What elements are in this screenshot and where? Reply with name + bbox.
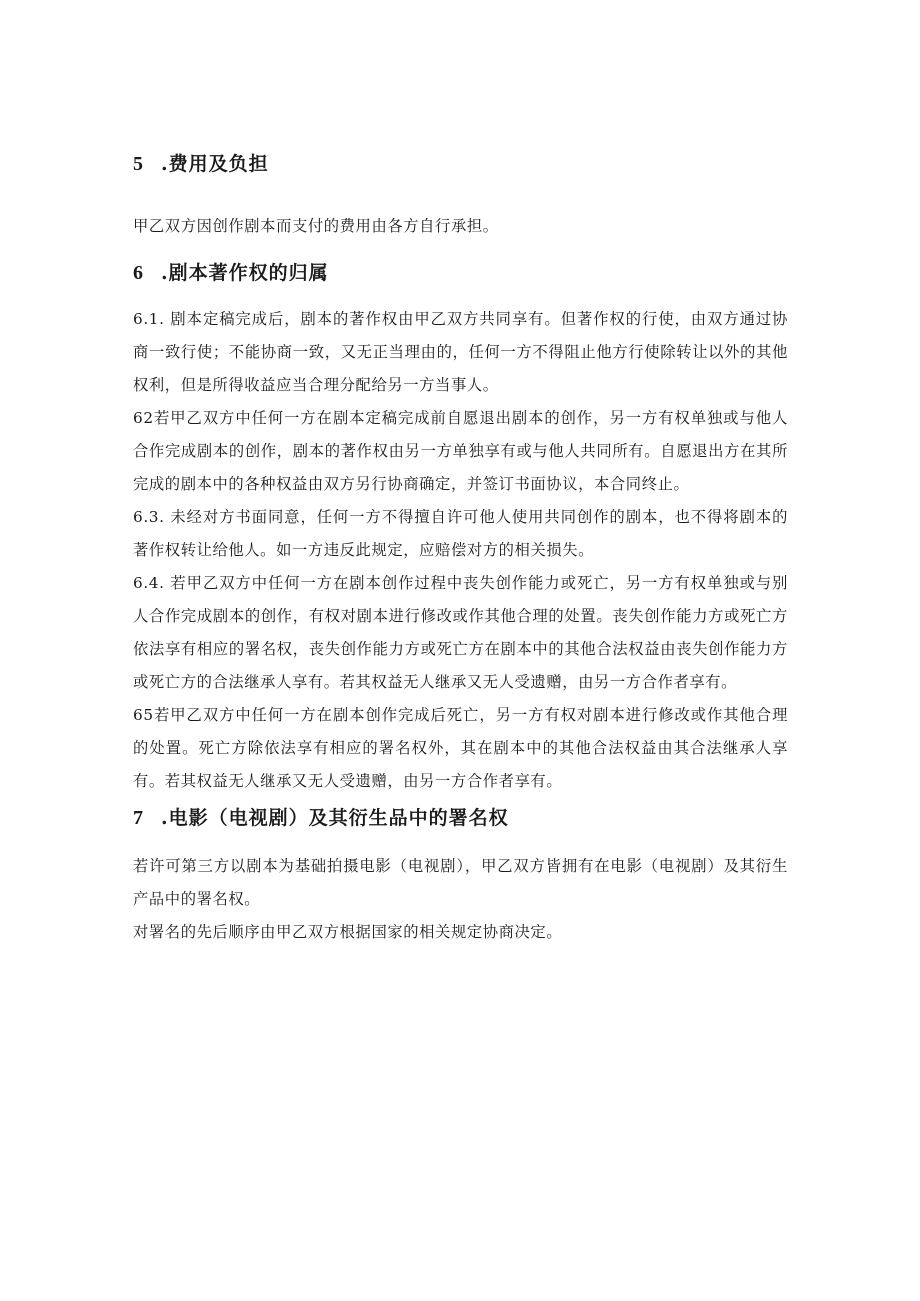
section-7-title: .电影（电视剧）及其衍生品中的署名权 [161,807,509,829]
section-7-number: 7 [133,807,144,829]
section-6-title: .剧本著作权的归属 [161,262,329,284]
section-5-body: 甲乙双方因创作剧本而支付的费用由各方自行承担。 [133,217,499,235]
section-5-number: 5 [133,153,144,175]
section-7-paragraph-2: 对署名的先后顺序由甲乙双方根据国家的相关规定协商决定。 [133,923,563,941]
section-6-number: 6 [133,262,144,284]
clause-6-5: 65若甲乙双方中任何一方在剧本创作完成后死亡，另一方有权对剧本进行修改或作其他合理的处置。死亡方除依法享有相应的署名权外，其在剧本中的其他合法权益由其合法继承人享有。若其权益无人继承又无人受遗赠，由另一方合作者享有。 [133,706,788,790]
section-7-paragraph-1: 若许可第三方以剧本为基础拍摄电影（电视剧），甲乙双方皆拥有在电影（电视剧）及其衍生产品中的署名权。 [133,857,788,908]
section-7-heading [133,800,788,836]
clause-6-3: 6.3. 未经对方书面同意，任何一方不得擅自许可他人使用共同创作的剧本，也不得将剧本的著作权转让给他人。如一方违反此规定，应赔偿对方的相关损失。 [133,508,788,559]
clause-6-2: 62若甲乙双方中任何一方在剧本定稿完成前自愿退出剧本的创作，另一方有权单独或与他人合作完成剧本的创作，剧本的著作权由另一方单独享有或与他人共同所有。自愿退出方在其所完成的剧本中的各种权益由双方另行协商确定，并签订书面协议，本合同终止。 [133,409,788,493]
section-5-heading [133,146,788,182]
document-content [133,146,788,949]
clause-6-1: 6.1. 剧本定稿完成后，剧本的著作权由甲乙双方共同享有。但著作权的行使，由双方通过协商一致行使；不能协商一致，又无正当理由的，任何一方不得阻止他方行使除转让以外的其他权利，但是所得收益应当合理分配给另一方当事人。 [133,310,788,394]
section-6-heading [133,255,788,291]
clause-6-4: 6.4. 若甲乙双方中任何一方在剧本创作过程中丧失创作能力或死亡，另一方有权单独或与别人合作完成剧本的创作，有权对剧本进行修改或作其他合理的处置。丧失创作能力方或死亡方依法享有相应的署名权，丧失创作能力方或死亡方在剧本中的其他合法权益由丧失创作能力方或死亡方的合法继承人享有。若其权益无人继承又无人受遗赠，由另一方合作者享有。 [133,574,788,691]
section-5-title: .费用及负担 [161,153,269,175]
